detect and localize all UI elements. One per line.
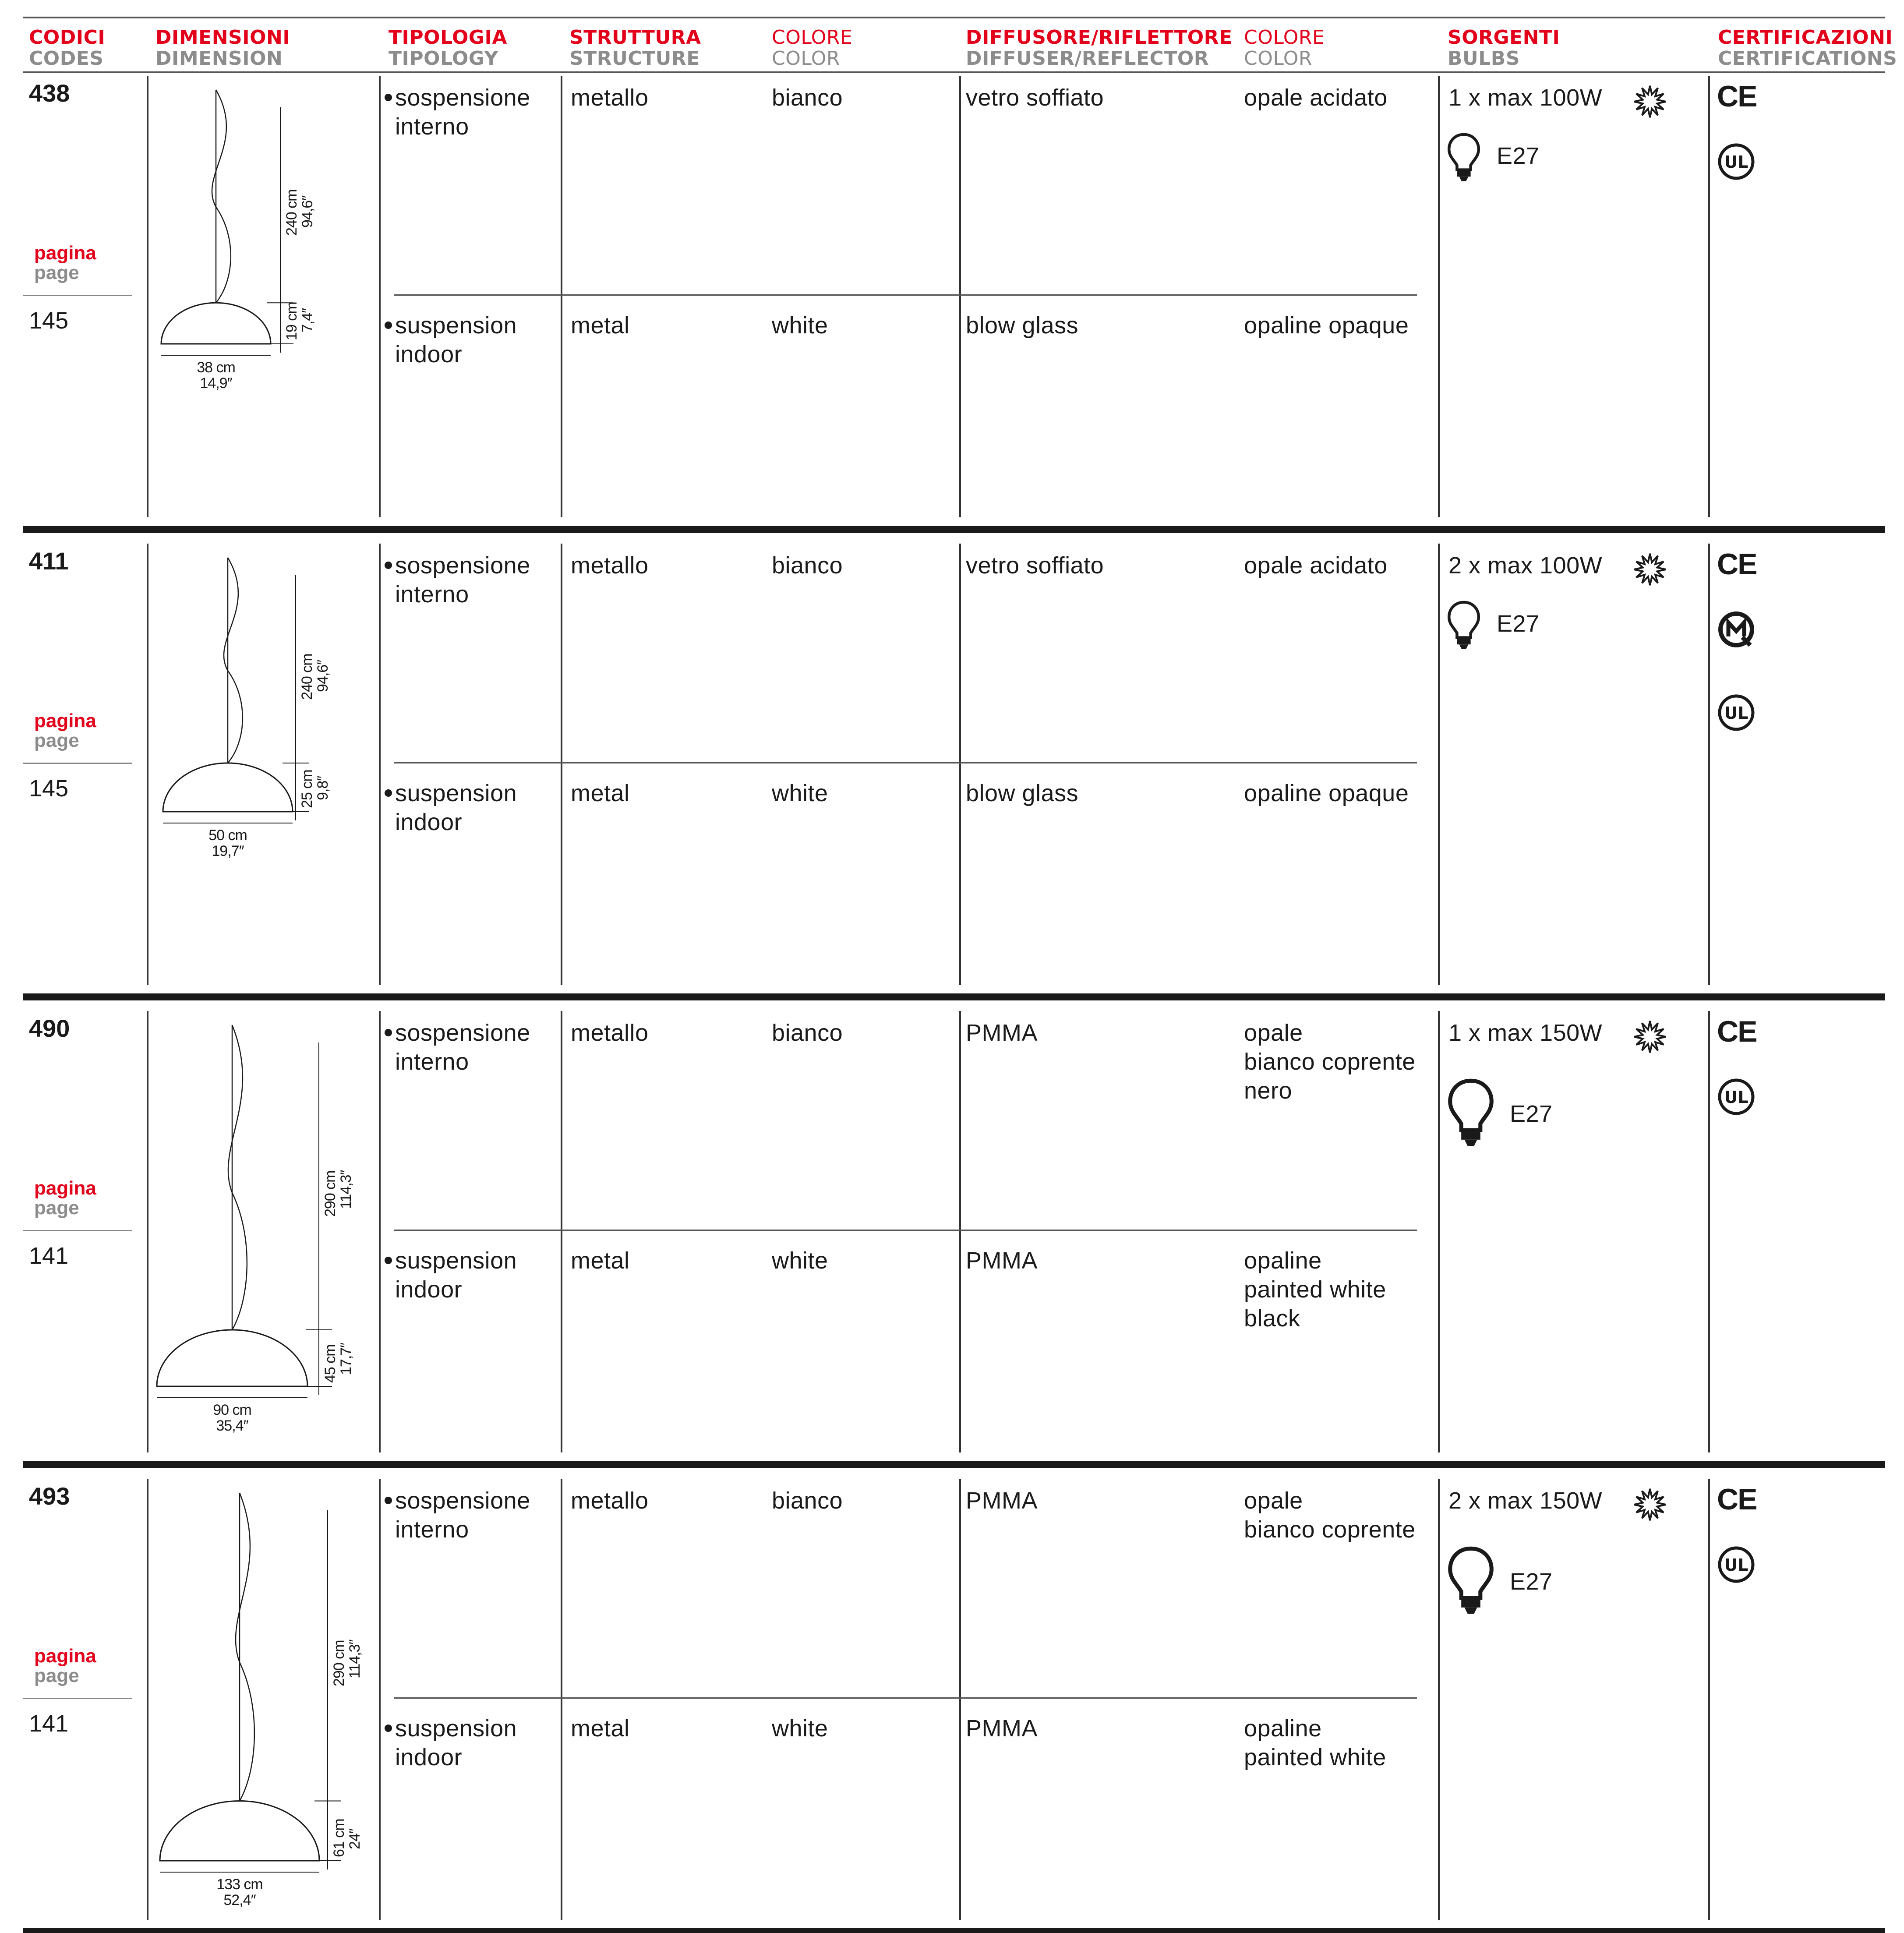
header-diffuser-color: [1244, 27, 1325, 69]
height-in: 114,3″: [338, 1170, 354, 1209]
structure-en: metal: [571, 780, 630, 806]
height-in: 114,3″: [346, 1640, 363, 1679]
light-bulb-icon: [1447, 131, 1481, 183]
width-in: 14,9″: [200, 375, 232, 392]
diffuser-color-line: black: [1244, 1305, 1300, 1332]
bulb-spec: 1 x max 150W: [1448, 1020, 1603, 1046]
page-label-it: pagina: [34, 242, 96, 264]
width-cm: 90 cm: [213, 1402, 251, 1418]
page-number: 145: [29, 307, 69, 334]
width-in: 19,7″: [212, 843, 244, 859]
diffuser-color-it: [1244, 1486, 1416, 1544]
height-cm: 240 cm: [283, 189, 300, 236]
bullet-icon: [385, 1497, 392, 1504]
cable-curve: [212, 90, 231, 303]
page-divider: [23, 1230, 132, 1231]
typology-line: sospensione: [395, 1488, 530, 1514]
structure-color-en: white: [772, 1715, 828, 1742]
diffuser-color-line: bianco coprente: [1244, 1516, 1416, 1543]
typology-line: sospensione: [395, 552, 530, 579]
diffuser-color-line: opaline: [1244, 1715, 1322, 1742]
typology-en: [395, 779, 517, 837]
ul-icon: [1717, 142, 1756, 181]
typology-it: [395, 83, 530, 141]
light-bulb-icon: [1447, 1078, 1495, 1148]
svg-text:UL: UL: [1724, 1088, 1749, 1107]
diffuser-color-line: opale: [1244, 1020, 1303, 1046]
typology-en: [395, 1714, 517, 1772]
diffuser-it: PMMA: [966, 1488, 1038, 1514]
header-certifications: [1718, 27, 1897, 69]
structure-color-it: bianco: [772, 1488, 843, 1514]
header-bulbs-en: BULBS: [1448, 47, 1520, 70]
bullet-icon: [385, 1257, 392, 1264]
diffuser-it: vetro soffiato: [966, 85, 1104, 111]
bullet-icon: [385, 789, 392, 797]
header-structure-it: STRUTTURA: [569, 26, 701, 49]
page-number: 141: [29, 1243, 69, 1269]
row-separator: [23, 1928, 1885, 1933]
bulb-spec: 1 x max 100W: [1448, 85, 1603, 111]
page-label-en: page: [34, 730, 79, 751]
column-divider: [561, 1479, 562, 1920]
header-certifications-en: CERTIFICATIONS: [1718, 47, 1897, 70]
typology-line: indoor: [395, 1276, 463, 1303]
star-burst-icon: [1632, 1019, 1667, 1054]
diffuser-color-line: opale: [1244, 1488, 1303, 1514]
height-dimension-label: [322, 1170, 354, 1217]
language-divider: [394, 762, 1417, 763]
shade-outline: [161, 303, 271, 344]
column-divider: [1438, 1479, 1440, 1920]
diffuser-color-it: [1244, 1018, 1416, 1105]
column-divider: [379, 1011, 381, 1452]
header-bulbs-it: SORGENTI: [1448, 26, 1560, 49]
page-divider: [23, 1698, 132, 1699]
column-divider: [959, 1011, 961, 1452]
header-codes-it: CODICI: [29, 26, 106, 49]
typology-line: interno: [395, 113, 469, 140]
shade-height-label: [299, 770, 331, 808]
typology-line: interno: [395, 1049, 469, 1075]
height-dimension-label: [331, 1640, 363, 1686]
column-divider: [1708, 1011, 1710, 1452]
height-cm: 240 cm: [299, 654, 315, 700]
ce-mark-icon: CE: [1717, 548, 1757, 581]
column-divider: [379, 544, 381, 985]
column-divider: [379, 1479, 381, 1920]
shade-in: 9,8″: [314, 776, 331, 800]
column-divider: [1708, 544, 1710, 985]
header-typology: [389, 27, 507, 69]
imq-icon: [1717, 610, 1756, 649]
structure-en: metal: [571, 1247, 630, 1274]
diffuser-color-line: nero: [1244, 1078, 1293, 1104]
diffuser-color-line: opale acidato: [1244, 552, 1388, 579]
column-divider: [1438, 1011, 1440, 1452]
typology-line: interno: [395, 581, 469, 608]
svg-text:UL: UL: [1724, 1555, 1749, 1575]
lamp-diagram: [147, 540, 379, 969]
bulb-spec: 2 x max 100W: [1448, 552, 1603, 579]
language-divider: [394, 294, 1417, 296]
height-in: 94,6″: [314, 660, 331, 692]
shade-cm: 61 cm: [331, 1819, 347, 1857]
typology-line: sospensione: [395, 1020, 530, 1046]
product-code: 438: [29, 79, 70, 107]
diffuser-en: PMMA: [966, 1715, 1038, 1742]
height-in: 94,6″: [299, 195, 316, 228]
header-certifications-it: CERTIFICAZIONI: [1718, 26, 1893, 49]
width-dimension-label: [177, 360, 255, 391]
shade-outline: [157, 1330, 307, 1386]
page-divider: [23, 295, 132, 296]
product-code: 411: [29, 547, 69, 575]
cable-curve: [224, 558, 243, 763]
row-separator: [23, 993, 1885, 1000]
light-bulb-icon: [1447, 599, 1481, 651]
shade-cm: 25 cm: [299, 770, 315, 808]
column-divider: [959, 1479, 961, 1920]
page-label-it: pagina: [34, 710, 96, 732]
svg-text:UL: UL: [1724, 703, 1749, 723]
bullet-icon: [385, 1029, 392, 1036]
column-divider: [379, 76, 381, 517]
shade-cm: 19 cm: [283, 302, 300, 340]
shade-height-label: [331, 1819, 363, 1857]
header-structure-color-it: COLORE: [772, 26, 853, 49]
bullet-icon: [385, 94, 392, 101]
diffuser-color-line: painted white: [1244, 1276, 1386, 1303]
diffuser-color-line: opaline opaque: [1244, 312, 1409, 339]
typology-line: indoor: [395, 1744, 463, 1770]
height-cm: 290 cm: [331, 1640, 347, 1686]
lamp-diagram: [147, 72, 379, 502]
top-rule: [23, 17, 1885, 18]
column-divider: [1708, 76, 1710, 517]
diffuser-color-line: opaline opaque: [1244, 780, 1409, 806]
width-dimension-label: [193, 1402, 272, 1434]
typology-line: indoor: [395, 341, 463, 368]
ce-mark-icon: CE: [1717, 1483, 1757, 1516]
diffuser-color-en: [1244, 1246, 1386, 1333]
column-divider: [1438, 76, 1440, 517]
row-separator: [23, 526, 1885, 533]
header-diffuser-it: DIFFUSORE/RIFLETTORE: [966, 26, 1233, 49]
column-divider: [1438, 544, 1440, 985]
svg-text:UL: UL: [1724, 152, 1749, 172]
header-structure-en: STRUCTURE: [569, 47, 700, 70]
width-dimension-label: [200, 1876, 279, 1908]
height-cm: 290 cm: [322, 1170, 339, 1217]
header-structure: [569, 27, 701, 69]
cable-curve: [228, 1025, 247, 1330]
typology-line: sospensione: [395, 85, 530, 111]
ul-icon: [1717, 693, 1756, 732]
height-dimension-label: [284, 190, 315, 236]
header-structure-color-en: COLOR: [772, 47, 841, 70]
header-bulbs: [1448, 27, 1560, 69]
diffuser-it: PMMA: [966, 1020, 1038, 1046]
language-divider: [394, 1230, 1417, 1231]
page-number: 145: [29, 775, 69, 802]
typology-it: [395, 1018, 530, 1076]
header-structure-color: [772, 27, 852, 69]
typology-line: suspension: [395, 312, 517, 339]
typology-line: suspension: [395, 1247, 517, 1274]
structure-color-en: white: [772, 312, 828, 339]
bullet-icon: [385, 1725, 392, 1732]
width-in: 52,4″: [223, 1892, 256, 1908]
bullet-icon: [385, 322, 392, 329]
typology-it: [395, 551, 530, 609]
diffuser-en: blow glass: [966, 312, 1079, 339]
shade-in: 17,7″: [338, 1343, 354, 1375]
structure-en: metal: [571, 312, 630, 339]
diffuser-color-it: [1244, 83, 1388, 112]
page-label-it: pagina: [34, 1177, 96, 1199]
ce-mark-icon: CE: [1717, 1015, 1757, 1048]
language-divider: [394, 1697, 1417, 1699]
structure-en: metal: [571, 1715, 630, 1742]
header-codes-en: CODES: [29, 47, 104, 70]
star-burst-icon: [1632, 552, 1667, 587]
structure-color-it: bianco: [772, 85, 843, 111]
structure-it: metallo: [571, 552, 649, 579]
diffuser-color-it: [1244, 551, 1388, 580]
page-label-en: page: [34, 1197, 79, 1219]
header-diffuser-color-it: COLORE: [1244, 26, 1325, 49]
structure-color-it: bianco: [772, 1020, 843, 1046]
header-typology-it: TIPOLOGIA: [389, 26, 507, 49]
typology-it: [395, 1486, 530, 1544]
shade-in: 24″: [346, 1829, 363, 1849]
shade-outline: [163, 763, 293, 812]
diffuser-color-line: painted white: [1244, 1744, 1386, 1770]
diffuser-it: vetro soffiato: [966, 552, 1104, 579]
page-label-en: page: [34, 1665, 79, 1686]
structure-color-en: white: [772, 780, 828, 806]
typology-line: interno: [395, 1516, 469, 1543]
width-cm: 38 cm: [197, 359, 235, 376]
product-code: 490: [29, 1014, 70, 1042]
diffuser-color-en: [1244, 779, 1409, 808]
socket-type: E27: [1497, 143, 1540, 169]
structure-color-it: bianco: [772, 552, 843, 579]
structure-color-en: white: [772, 1247, 828, 1274]
typology-en: [395, 1246, 517, 1304]
typology-line: indoor: [395, 809, 463, 835]
bullet-icon: [385, 562, 392, 569]
typology-line: suspension: [395, 1715, 517, 1742]
column-divider: [561, 1011, 562, 1452]
column-divider: [959, 76, 961, 517]
shade-cm: 45 cm: [322, 1344, 339, 1383]
structure-it: metallo: [571, 1020, 649, 1046]
column-divider: [1708, 1479, 1710, 1920]
header-dimension: [155, 27, 290, 69]
ul-icon: [1717, 1545, 1756, 1584]
typology-line: suspension: [395, 780, 517, 806]
header-dimension-en: DIMENSION: [155, 47, 283, 70]
diffuser-color-line: bianco coprente: [1244, 1049, 1416, 1075]
page-label-en: page: [34, 262, 79, 283]
page-divider: [23, 763, 132, 764]
star-burst-icon: [1632, 1487, 1667, 1522]
ce-mark-icon: CE: [1717, 80, 1757, 113]
light-bulb-icon: [1447, 1545, 1495, 1615]
header-codes: [29, 27, 105, 69]
diffuser-en: PMMA: [966, 1247, 1038, 1274]
ul-icon: [1717, 1078, 1756, 1116]
diffuser-en: blow glass: [966, 780, 1079, 806]
structure-it: metallo: [571, 85, 649, 111]
page-number: 141: [29, 1710, 69, 1737]
shade-in: 7,4″: [299, 308, 316, 332]
shade-height-label: [284, 302, 315, 340]
header-diffuser-color-en: COLOR: [1244, 47, 1313, 70]
structure-it: metallo: [571, 1488, 649, 1514]
width-in: 35,4″: [216, 1417, 248, 1434]
bulb-spec: 2 x max 150W: [1448, 1488, 1603, 1514]
cable-curve: [236, 1493, 254, 1801]
diffuser-color-en: [1244, 1714, 1386, 1772]
diffuser-color-line: opale acidato: [1244, 85, 1388, 111]
column-divider: [959, 544, 961, 985]
socket-type: E27: [1510, 1101, 1553, 1127]
typology-en: [395, 311, 517, 369]
diffuser-color-en: [1244, 311, 1409, 340]
height-dimension-label: [299, 654, 331, 700]
header-dimension-it: DIMENSIONI: [155, 26, 290, 49]
row-separator: [23, 1461, 1885, 1468]
shade-height-label: [322, 1343, 354, 1383]
width-cm: 133 cm: [216, 1876, 263, 1893]
header-diffuser-en: DIFFUSER/REFLECTOR: [966, 47, 1209, 70]
header-typology-en: TIPOLOGY: [389, 47, 498, 70]
header-diffuser: [966, 27, 1233, 69]
star-burst-icon: [1632, 84, 1667, 119]
diffuser-color-line: opaline: [1244, 1247, 1322, 1274]
width-cm: 50 cm: [208, 827, 247, 844]
width-dimension-label: [188, 827, 267, 859]
shade-outline: [160, 1801, 319, 1861]
socket-type: E27: [1497, 611, 1540, 637]
column-divider: [561, 76, 562, 517]
socket-type: E27: [1510, 1569, 1553, 1595]
page-label-it: pagina: [34, 1645, 96, 1667]
product-code: 493: [29, 1482, 70, 1510]
column-divider: [561, 544, 562, 985]
